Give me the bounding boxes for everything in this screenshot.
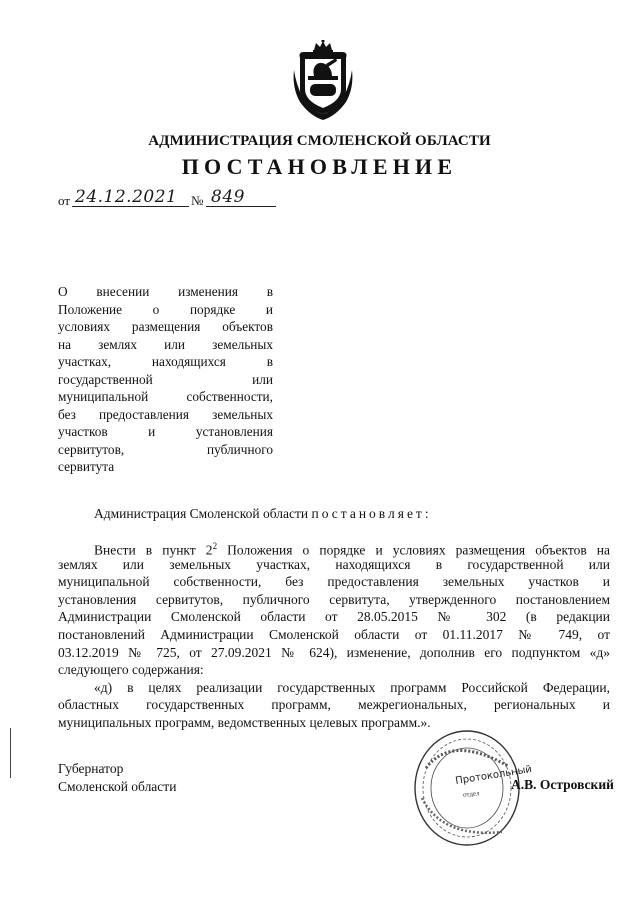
date-number-line (58, 187, 298, 212)
preamble-decree-word: постановляет: (311, 506, 432, 521)
organization-heading: АДМИНИСТРАЦИЯ СМОЛЕНСКОЙ ОБЛАСТИ (148, 133, 491, 149)
subject-line: на землях или земельных (58, 336, 273, 352)
document-type-heading: ПОСТАНОВЛЕНИЕ (181, 154, 458, 179)
paragraph-first-line: Внести в пункт $2^2$ Положения о порядке и условиях размещения объектов на (94, 541, 611, 558)
number-prefix: № (191, 193, 204, 208)
signature-title-line: Смоленской области (58, 779, 177, 794)
paragraph-line: установления сервитутов, публичного сервитута, утвержденного постановлением (58, 591, 610, 607)
stamp-subtext: отдел (462, 789, 480, 799)
subject-line: Положение о порядке и (58, 301, 273, 317)
main-paragraph (58, 538, 610, 732)
paragraph-line: постановлений Администрации Смоленской области от 01.11.2017 № 749, от (58, 626, 610, 642)
quote-line: «д) в целях реализации государственных программ Российской Федерации, (94, 679, 610, 695)
paragraph-line: следующего содержания: (58, 662, 204, 678)
stamp-text: Протокольный (454, 764, 533, 787)
subject-line: участках, находящихся в (58, 354, 273, 369)
subject-line: О внесении изменения в (58, 284, 273, 299)
date-prefix: от (58, 193, 71, 208)
coat-of-arms-emblem (292, 40, 354, 120)
official-stamp (412, 728, 522, 848)
preamble (94, 505, 432, 523)
number-handwritten: 849 (211, 187, 245, 207)
paragraph-line: муниципальной собственности, без предоставления земельных участков и (58, 574, 610, 590)
subject-line: сервитута (58, 459, 115, 474)
subject-line: участков и установления (58, 424, 273, 439)
paragraph-line: Администрации Смоленской области от 28.05.2015 № 302 (в редакции (58, 609, 610, 625)
quote-line: областных государственных программ, межрегиональных, региональных и (58, 697, 610, 713)
subject-line: муниципальной собственности, (58, 389, 273, 404)
scan-margin-mark (10, 728, 11, 778)
subject-line: государственной или (58, 371, 273, 387)
date-handwritten: 24.12.2021 (75, 187, 178, 207)
quote-line: муниципальных программ, ведомственных целевых программ.». (58, 714, 431, 730)
document-subject (58, 283, 273, 476)
subject-line: сервитутов, публичного (58, 441, 273, 457)
signature-title (58, 760, 176, 796)
preamble-text: Администрация Смоленской области (94, 506, 309, 521)
paragraph-line: 03.12.2019 № 725, от 27.09.2021 № 624), изменение, дополнив его подпунктом «д» (58, 644, 610, 660)
paragraph-line: землях или земельных участках, находящихся в государственной или (58, 556, 610, 572)
signature-name: А.В. Островский (511, 777, 614, 792)
subject-line: без предоставления земельных (58, 406, 273, 422)
signature-title-line: Губернатор (58, 761, 124, 776)
superscript: 2 (212, 541, 218, 551)
subject-line: условиях размещения объектов (58, 319, 273, 334)
